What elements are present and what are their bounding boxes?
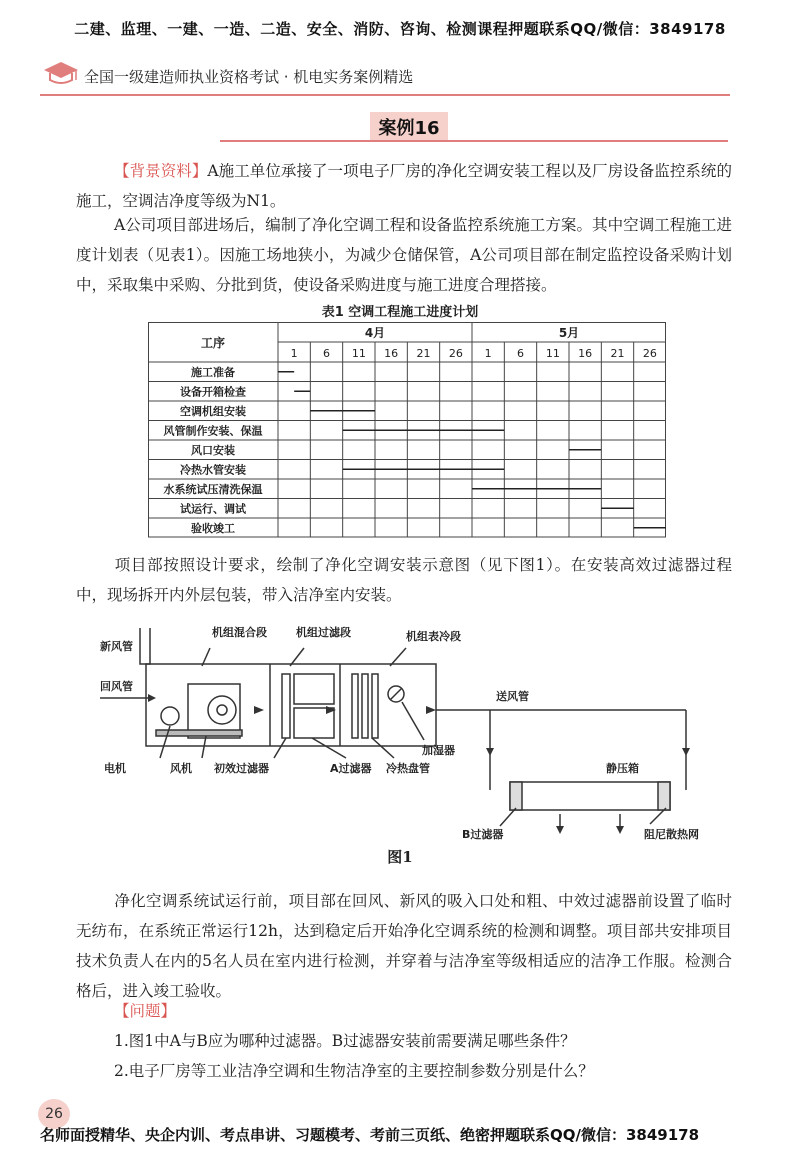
table-day: 11	[351, 347, 366, 360]
table-month: 4月	[364, 326, 386, 340]
motor	[161, 707, 179, 725]
table-day: 1	[484, 347, 492, 360]
table-day: 16	[384, 347, 399, 360]
label-mixing: 机组混合段	[212, 626, 267, 639]
label-motor: 电机	[104, 762, 126, 775]
table-col-header: 工序	[200, 336, 226, 350]
label-supply: 送风管	[496, 690, 529, 703]
background-paragraph-2	[76, 210, 732, 300]
label-coil: 冷热盘管	[386, 762, 430, 775]
table-month: 5月	[558, 326, 580, 340]
table-day: 6	[323, 347, 330, 360]
fresh-air-pipe	[140, 628, 150, 664]
questions-tag: 【问题】	[114, 1002, 177, 1020]
graduation-cap-icon	[42, 58, 80, 88]
table-row-name: 施工准备	[191, 365, 235, 379]
table-day: 21	[610, 347, 625, 360]
background-text-2: A公司项目部进场后，编制了净化空调工程和设备监控系统施工方案。其中空调工程施工进度计划表（见表1）。因施工场地狭小，为减少仓储保管，A公司项目部在制定监控设备采购计划中，采取集中采购、分批到货，使设备采购进度与施工进度合理搭接。	[76, 216, 732, 294]
question-1	[76, 1026, 732, 1056]
label-filter-b: B过滤器	[462, 828, 504, 840]
question-1-text: 1.图1中A与B应为哪种过滤器。B过滤器安装前需要满足哪些条件？	[114, 1032, 576, 1050]
filter-a-upper	[294, 674, 334, 704]
label-cooling: 机组表冷段	[406, 630, 461, 643]
primary-filter	[282, 674, 290, 738]
label-fresh-air: 新风管	[100, 640, 133, 653]
table-day: 21	[416, 347, 431, 360]
case-divider	[220, 140, 728, 142]
paragraph-3	[76, 550, 732, 610]
background-text-1: A施工单位承接了一项电子厂房的净化空调安装工程以及厂房设备监控系统的施工，空调洁净度等级为N1。	[76, 162, 732, 210]
label-humidifier: 加湿器	[422, 744, 455, 757]
table-row-name: 设备开箱检查	[180, 385, 246, 399]
header-divider	[40, 94, 730, 96]
table-day: 11	[545, 347, 560, 360]
fan-wheel	[208, 696, 236, 724]
questions-heading	[76, 996, 732, 1026]
page-number: 26	[38, 1099, 70, 1129]
table-day: 26	[642, 347, 657, 360]
table-row-name: 试运行、调试	[180, 502, 246, 516]
table-day: 1	[290, 347, 298, 360]
paragraph-4	[76, 886, 732, 1006]
table-day: 16	[578, 347, 593, 360]
background-tag: 【背景资料】	[114, 162, 208, 180]
table-row-name: 冷热水管安装	[180, 463, 246, 477]
case-title: 案例16	[378, 118, 440, 139]
label-return-air: 回风管	[100, 680, 133, 693]
schedule-table	[148, 322, 666, 542]
figure-1-diagram	[90, 618, 730, 840]
bottom-banner: 名师面授精华、央企内训、考点串讲、习题模考、考前三页纸、绝密押题联系QQ/微信：3849178	[40, 1126, 700, 1144]
label-primary-filter: 初效过滤器	[214, 762, 269, 775]
table-row-name: 空调机组安装	[180, 404, 246, 418]
label-filter-section: 机组过滤段	[296, 626, 351, 639]
top-banner: 二建、监理、一建、一造、二造、安全、消防、咨询、检测课程押题联系QQ/微信：3849178	[74, 20, 726, 38]
label-damper: 阻尼散热网	[644, 828, 699, 840]
background-paragraph-1	[76, 156, 732, 216]
figure-caption: 图1	[387, 848, 413, 866]
question-2	[76, 1056, 732, 1086]
header-title: 全国一级建造师执业资格考试 · 机电实务案例精选	[84, 68, 414, 86]
paragraph-3-text: 项目部按照设计要求，绘制了净化空调安装示意图（见下图1）。在安装高效过滤器过程中，现场拆开内外层包装，带入洁净室内安装。	[76, 556, 732, 604]
label-plenum: 静压箱	[606, 762, 639, 775]
label-fan: 风机	[170, 762, 192, 775]
table-row-name: 水系统试压清洗保温	[163, 482, 263, 496]
table-caption: 表1 空调工程施工进度计划	[321, 305, 479, 320]
table-day: 26	[448, 347, 463, 360]
plenum-box	[510, 782, 670, 810]
table-row-name: 风管制作安装、保温	[163, 424, 263, 438]
label-filter-a: A过滤器	[330, 762, 372, 775]
table-day: 6	[517, 347, 524, 360]
question-2-text: 2.电子厂房等工业洁净空调和生物洁净室的主要控制参数分别是什么？	[114, 1062, 594, 1080]
paragraph-4-text: 净化空调系统试运行前，项目部在回风、新风的吸入口处和粗、中效过滤器前设置了临时无纺布，在系统正常运行12h，达到稳定后开始净化空调系统的检测和调整。项目部共安排项目技术负责人在内的5名人员在室内进行检测，并穿着与洁净室等级相适应的洁净工作服。检测合格后，进入竣工验收。	[76, 892, 732, 1000]
table-row-name: 风口安装	[191, 443, 235, 457]
table-row-name: 验收竣工	[191, 521, 235, 535]
